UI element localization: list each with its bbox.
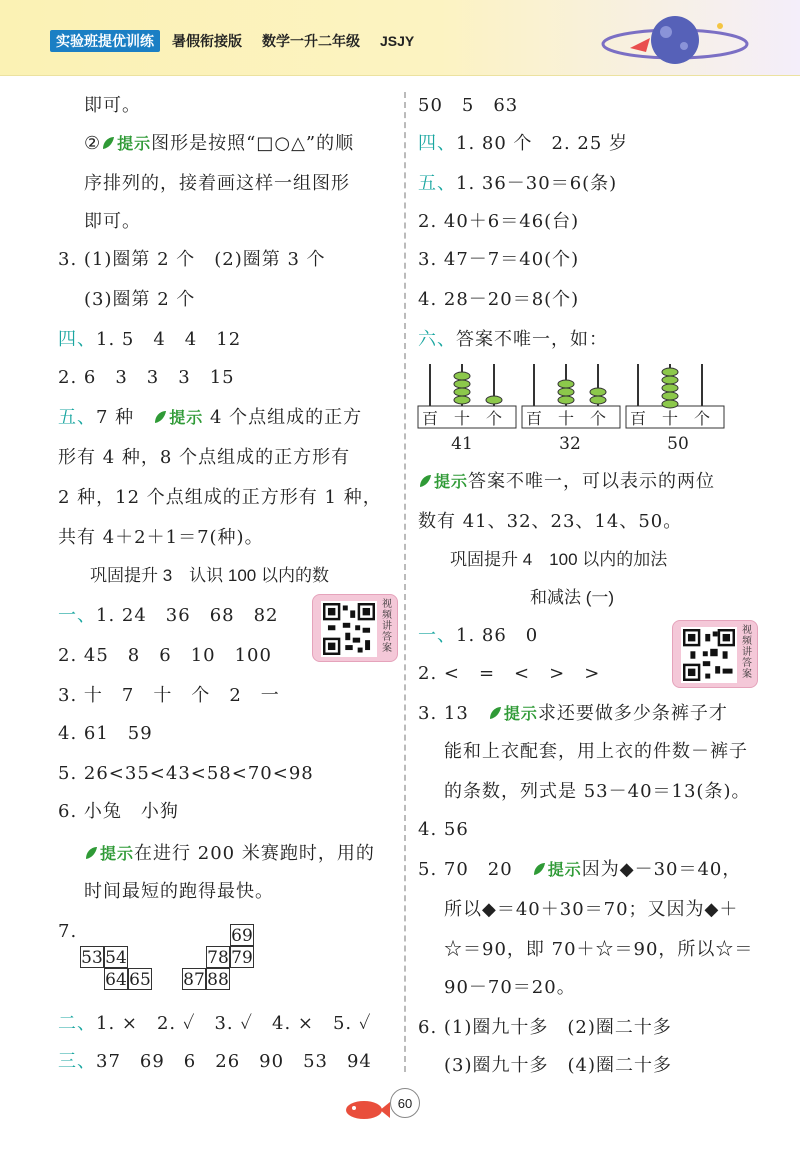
grid-cell: 65 xyxy=(129,970,151,990)
grid-cell: 87 xyxy=(183,970,205,990)
answer-line: 形有 4 种，8 个点组成的正方形有 xyxy=(58,447,351,468)
section-heading: 巩固提升 3 认识 100 以内的数 xyxy=(90,566,329,585)
leaf-icon xyxy=(488,704,502,720)
section-label: 二、 xyxy=(58,1013,96,1034)
answer-line: 3. 47－7＝40(个) xyxy=(418,249,580,270)
answer-line: 四、1. 5 4 4 12 xyxy=(58,329,242,350)
section-label: 一、 xyxy=(58,605,96,626)
answer-line: 提示在进行 200 米赛跑时，用的 xyxy=(84,842,375,867)
subject-label: 数学一升二年级 xyxy=(262,33,360,49)
answer-line: 五、7 种 提示 4 个点组成的正方 xyxy=(58,407,363,428)
grid-cell: 88 xyxy=(207,970,229,990)
page-header xyxy=(0,0,800,76)
tip-label: 提示 xyxy=(169,410,204,427)
abacus-label: 十 xyxy=(453,409,471,428)
answer-line: 一、1. 86 0 xyxy=(418,625,539,646)
tip-label: 提示 xyxy=(434,474,469,491)
tip-label: 提示 xyxy=(100,846,135,863)
answer-line: 2 种，12 个点组成的正方形有 1 种， xyxy=(58,487,382,508)
answer-line: 6. (1)圈九十多 (2)圈二十多 xyxy=(418,1017,672,1038)
section-heading: 巩固提升 4 100 以内的加法 xyxy=(450,550,668,569)
section-label: 五、 xyxy=(418,173,456,194)
section-label: 六、 xyxy=(418,329,456,350)
column-divider xyxy=(404,92,406,1072)
answer-line: 二、1. × 2. ✓ 3. ✓ 4. × 5. ✓ xyxy=(58,1013,372,1034)
answer-line: 2. < = < > > xyxy=(418,663,601,684)
answer-line: 共有 4＋2＋1＝7(种)。 xyxy=(58,527,264,548)
qr-code-icon xyxy=(681,627,737,683)
answer-line: 六、答案不唯一，如： xyxy=(418,329,608,350)
answer-line: 2. 6 3 3 3 15 xyxy=(58,367,235,388)
grid-cell: 69 xyxy=(231,926,253,946)
answer-line: 7. xyxy=(58,921,78,942)
abacus-label: 个 xyxy=(693,409,711,428)
answer-line: 2. 45 8 6 10 100 xyxy=(58,645,272,666)
answer-line: 序排列的，接着画这样一组图形 xyxy=(84,173,350,194)
answer-line: 3. (1)圈第 2 个 (2)圈第 3 个 xyxy=(58,249,326,270)
abacus-label: 百 xyxy=(629,409,647,428)
page-number: 60 xyxy=(390,1088,420,1118)
answer-line: 3. 13 提示求还要做多少条裤子才 xyxy=(418,703,728,724)
answer-line: 4. 28－20＝8(个) xyxy=(418,289,580,310)
answer-line: 能和上衣配套，用上衣的件数－裤子 xyxy=(444,741,748,762)
tip-label: 提示 xyxy=(547,862,582,879)
item-number: ② xyxy=(84,133,102,154)
answer-line: 时间最短的跑得最快。 xyxy=(84,881,274,902)
abacus-label: 十 xyxy=(557,409,575,428)
edition-label: 暑假衔接版 xyxy=(172,33,242,49)
answer-line: 4. 56 xyxy=(418,819,469,840)
leaf-icon xyxy=(153,408,167,424)
answer-line: 6. 小兔 小狗 xyxy=(58,801,179,822)
answer-line: 4. 61 59 xyxy=(58,723,153,744)
qr-caption: 视频讲答案 xyxy=(382,599,392,654)
answer-line: ② 提示图形是按照“□○△”的顺 xyxy=(84,133,355,154)
leaf-icon xyxy=(418,472,432,488)
abacus-diagrams xyxy=(416,358,726,432)
grid-cell: 78 xyxy=(207,948,229,968)
grid-cell: 79 xyxy=(231,948,253,968)
planet-rocket-illustration xyxy=(600,8,750,74)
grid-cell: 54 xyxy=(105,948,127,968)
answer-line: 一、1. 24 36 68 82 xyxy=(58,605,279,626)
answer-line: 90－70＝20。 xyxy=(444,977,576,998)
grid-cell: 64 xyxy=(105,970,127,990)
section-label: 四、 xyxy=(418,133,456,154)
abacus-value: 32 xyxy=(559,434,581,454)
answer-line: 数有 41、32、23、14、50。 xyxy=(418,511,683,532)
section-label: 一、 xyxy=(418,625,456,646)
qr-caption: 视频讲答案 xyxy=(742,625,752,680)
series-badge: 实验班提优训练 xyxy=(50,30,160,52)
abacus-value: 41 xyxy=(451,434,473,454)
fish-icon xyxy=(340,1094,390,1122)
answer-line: 50 5 63 xyxy=(418,95,519,116)
answer-line: 即可。 xyxy=(84,95,141,116)
publisher-code: JSJY xyxy=(380,33,415,49)
answer-line: 5. 26<35<43<58<70<98 xyxy=(58,763,314,784)
answer-line: 5. 70 20 提示因为◆－30＝40， xyxy=(418,859,742,880)
qr-code-icon xyxy=(321,601,377,657)
abacus-label: 个 xyxy=(485,409,503,428)
leaf-icon xyxy=(84,844,98,860)
answer-line: (3)圈九十多 (4)圈二十多 xyxy=(444,1055,672,1076)
answer-line: 的条数，列式是 53－40＝13(条)。 xyxy=(444,781,751,802)
abacus-label: 百 xyxy=(525,409,543,428)
abacus-label: 个 xyxy=(589,409,607,428)
answer-line: 四、1. 80 个 2. 25 岁 xyxy=(418,133,629,154)
grid-cell: 53 xyxy=(81,948,103,968)
abacus-label: 十 xyxy=(661,409,679,428)
answer-line: 3. 十 7 十 个 2 一 xyxy=(58,685,280,706)
qr-code-panel[interactable] xyxy=(672,620,758,688)
qr-code-panel[interactable] xyxy=(312,594,398,662)
answer-line: 提示答案不唯一，可以表示的两位 xyxy=(418,470,715,495)
section-label: 三、 xyxy=(58,1051,96,1072)
tip-label: 提示 xyxy=(117,136,152,153)
leaf-icon xyxy=(532,860,546,876)
answer-line: ☆＝90，即 70＋☆＝90，所以☆＝ xyxy=(444,939,754,960)
section-label: 四、 xyxy=(58,329,96,350)
tip-label: 提示 xyxy=(503,706,538,723)
abacus-label: 百 xyxy=(421,409,439,428)
answer-line: 五、1. 36－30＝6(条) xyxy=(418,173,618,194)
answer-line: 2. 40＋6＝46(台) xyxy=(418,211,580,232)
answer-line: 三、37 69 6 26 90 53 94 xyxy=(58,1051,372,1072)
answer-line: 所以◆＝40＋30＝70；又因为◆＋ xyxy=(444,899,739,920)
answer-line: (3)圈第 2 个 xyxy=(84,289,196,310)
section-heading: 和减法 (一) xyxy=(530,588,615,607)
answer-line: 即可。 xyxy=(84,211,141,232)
leaf-icon xyxy=(101,134,115,150)
abacus-value: 50 xyxy=(667,434,689,454)
section-label: 五、 xyxy=(58,407,96,428)
